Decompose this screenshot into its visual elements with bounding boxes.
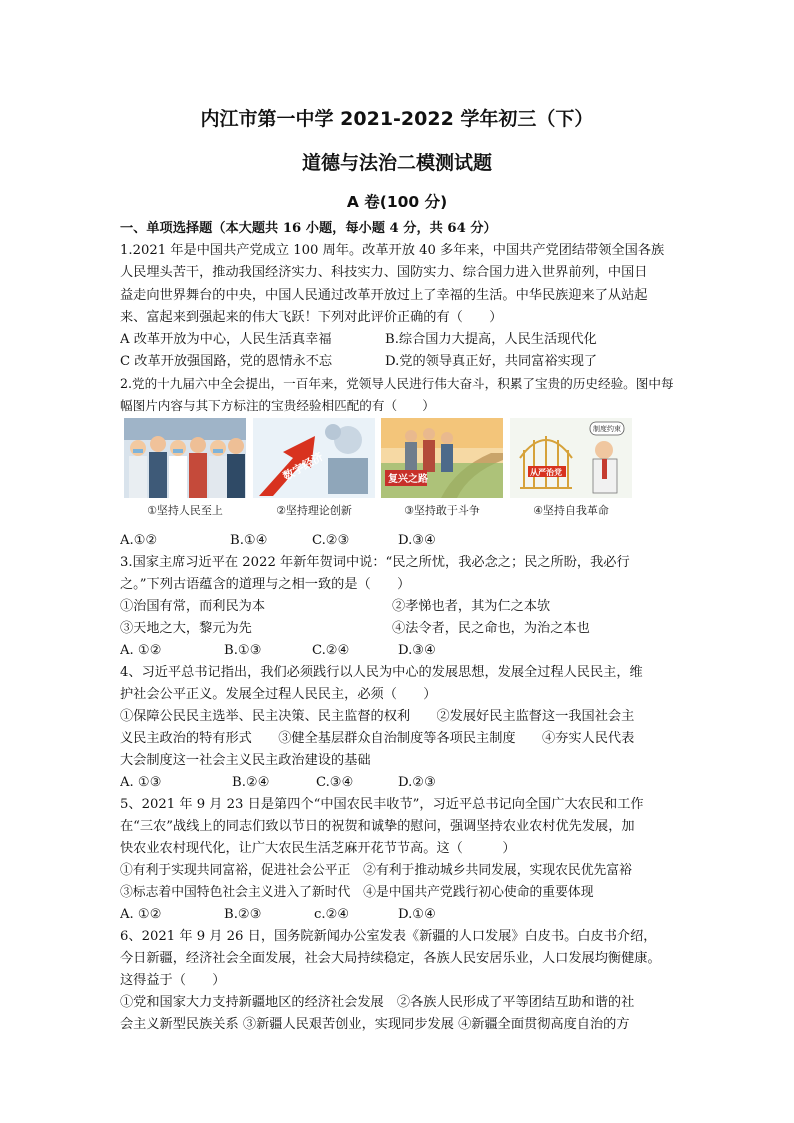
q4-line4: 义民主政治的特有形式 ③健全基层群众自治制度等各项民主制度 ④夯实人民代表 [120,731,635,746]
q1-option-d: D.党的领导真正好，共同富裕实现了 [385,354,598,369]
q1-line2: 人民埋头苦干，推动我国经济实力、科技实力、国防实力、综合国力进入世界前列，中国日 [120,265,648,280]
q4-option-d: D.②③ [398,775,436,790]
q5-option-b: B.②③ [224,907,262,922]
q5-option-c: c.②④ [314,907,350,922]
q1-options-row2 [120,353,680,371]
q4-options [120,774,680,792]
q1-line1: 1.2021 年是中国共产党成立 100 周年。改革开放 40 多年来，中国共产党团结带领全国各族 [120,243,665,258]
q6-line1: 6、2021 年 9 月 26 日，国务院新闻办公室发表《新疆的人口发展》白皮书。白皮书介绍， [120,929,657,944]
q3-statements-row2 [120,620,680,638]
q4-line2: 护社会公平正义。发展全过程人民民主，必须（ ） [120,687,437,702]
q3-statement-1: ①治国有常，而利民为本 [120,599,266,614]
q5-line4: ①有利于实现共同富裕，促进社会公平正 ②有利于推动城乡共同发展，实现农民优先富裕 [120,863,632,878]
q6-line3: 这得益于（ ） [120,973,226,988]
q2-line2: 幅图片内容与其下方标注的宝贵经验相匹配的有（ ） [120,398,435,413]
q2-picture-4-bubble: 制度约束 [593,425,621,433]
q1-option-c: C 改革开放强国路，党的恩情永不忘 [120,354,333,369]
q6-line5: 会主义新型民族关系 ③新疆人民艰苦创业，实现同步发展 ④新疆全面贯彻高度自治的方 [120,1017,630,1032]
q3-option-c: C.②④ [312,643,350,658]
q2-option-a: A.①② [120,533,158,548]
q2-line1: 2.党的十九届六中全会提出，一百年来，党领导人民进行伟大奋斗，积累了宝贵的历史经验。图中每 [120,376,674,391]
q2-picture-2-text: 数字经济 [280,449,326,484]
q5-option-d: D.①④ [398,907,436,922]
q2-caption-4: ④坚持自我革命 [533,504,609,517]
section-heading: 一、单项选择题（本大题共 16 小题，每小题 4 分，共 64 分） [120,221,497,236]
q1-option-a: A 改革开放为中心，人民生活真幸福 [120,332,332,347]
q2-picture-3-text: 复兴之路 [388,474,428,485]
q1-options-row1 [120,331,680,349]
q2-option-d: D.③④ [398,533,436,548]
q2-picture-2 [253,418,375,498]
q1-line3: 益走向世界舞台的中央，中国人民通过改革开放过上了幸福的生活。中华民族迎来了从站起 [120,288,648,303]
q2-picture-4-text: 从严治党 [530,468,562,477]
q3-options [120,642,680,660]
q2-caption-1: ①坚持人民至上 [147,504,223,517]
q3-statement-3: ③天地之大，黎元为先 [120,621,252,636]
q1-option-b: B.综合国力大提高，人民生活现代化 [385,332,597,347]
q2-picture-3 [381,418,503,498]
q2-caption-2: ②坚持理论创新 [276,504,352,517]
q4-option-a: A. ①③ [120,775,162,790]
q4-line3: ①保障公民民主选举、民主决策、民主监督的权利 ②发展好民主监督这一我国社会主 [120,709,635,724]
q2-options [120,532,680,550]
q2-picture-1 [124,418,246,498]
q5-line1: 5、2021 年 9 月 23 日是第四个“中国农民丰收节”，习近平总书记向全国广大农民和工作 [120,797,644,812]
q6-line2: 今日新疆，经济社会全面发展，社会大局持续稳定，各族人民安居乐业，人口发展均衡健康。 [120,951,661,966]
q4-line5: 大会制度这一社会主义民主政治建设的基础 [120,753,371,768]
q5-option-a: A. ①② [120,907,162,922]
q3-statements-row1 [120,598,680,616]
paper-section-label: A 卷(100 分) [346,193,448,211]
q2-option-c: C.②③ [312,533,350,548]
q4-option-b: B.②④ [232,775,270,790]
q2-caption-3: ③坚持敢于斗争 [404,504,480,517]
q3-line2: 之。”下列古语蕴含的道理与之相一致的是（ ） [120,577,411,592]
q4-line1: 4、习近平总书记指出，我们必须践行以人民为中心的发展思想，发展全过程人民民主，维 [120,665,643,680]
q3-statement-2: ②孝悌也者，其为仁之本欤 [392,599,551,614]
exam-title: 内江市第一中学 2021-2022 学年初三（下） [200,108,594,130]
q3-statement-4: ④法令者，民之命也，为治之本也 [392,621,590,636]
exam-subtitle: 道德与法治二模测试题 [301,152,492,174]
q2-image-strip [124,418,636,520]
q3-option-b: B.①③ [224,643,262,658]
q3-line1: 3.国家主席习近平在 2022 年新年贺词中说：“民之所忧，我必念之；民之所盼，我必行 [120,555,630,570]
q6-line4: ①党和国家大力支持新疆地区的经济社会发展 ②各族人民形成了平等团结互助和谐的社 [120,995,635,1010]
q5-line3: 快农业农村现代化，让广大农民生活芝麻开花节节高。这（ ） [120,841,516,856]
q2-option-b: B.①④ [230,533,268,548]
q3-option-a: A. ①② [120,643,162,658]
q5-line2: 在“三农”战线上的同志们致以节日的祝贺和诚挚的慰问，强调坚持农业农村优先发展，加 [120,819,635,834]
q4-option-c: C.③④ [316,775,354,790]
q5-line5: ③标志着中国特色社会主义进入了新时代 ④是中国共产党践行初心使命的重要体现 [120,885,594,900]
q1-line4: 来、富起来到强起来的伟大飞跃！下列对此评价正确的有（ ） [120,310,503,325]
q5-options [120,906,680,924]
q3-option-d: D.③④ [398,643,436,658]
q2-picture-4 [510,418,632,498]
